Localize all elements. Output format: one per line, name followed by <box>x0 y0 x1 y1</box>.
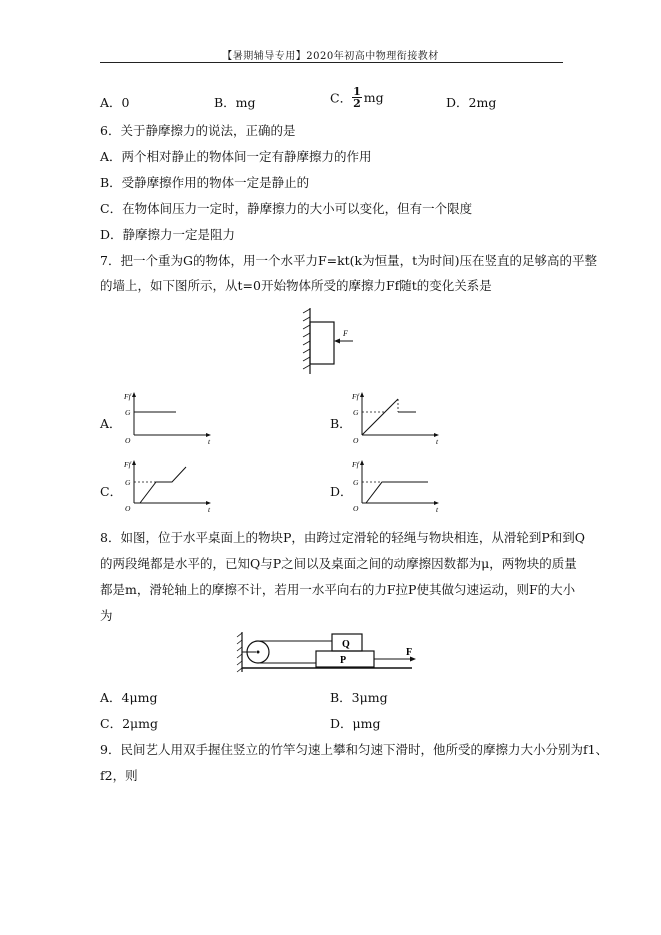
q7-stem-line1: 7．把一个重为G的物体，用一个水平力F=kt(k为恒量，t为时间)压在竖直的足够高的平整 <box>100 253 598 268</box>
q9-stem-line2: f2，则 <box>100 768 138 783</box>
graph-c <box>118 455 218 515</box>
pull-force-label: F <box>406 647 413 658</box>
q8-option-c: C．2μmg <box>100 716 158 731</box>
origin-label: O <box>353 436 359 445</box>
y-arrowhead <box>132 392 136 397</box>
q6-option-b: B．受静摩擦作用的物体一定是静止的 <box>100 175 310 190</box>
graph-a-label: A． <box>100 416 122 431</box>
q5-option-d: D．2mg <box>446 95 497 110</box>
graph-d <box>346 455 446 515</box>
fraction <box>352 86 362 109</box>
q6-option-a: A．两个相对静止的物体间一定有静摩擦力的作用 <box>100 149 372 164</box>
g-mark: G <box>125 478 131 487</box>
x-axis-label: t <box>208 437 211 446</box>
x-axis-label: t <box>436 437 439 446</box>
force-arrowhead <box>334 339 340 344</box>
q8-stem-line2: 的两段绳都是水平的，已知Q与P之间以及桌面之间的动摩擦因数都为μ，两物块的质量 <box>100 556 577 571</box>
page-header: 【暑期辅导专用】2020年初高中物理衔接教材 <box>222 51 439 62</box>
g-mark: G <box>353 408 359 417</box>
friction-curve <box>140 467 186 503</box>
q8-option-d: D．μmg <box>330 716 381 731</box>
wall-hatching <box>303 309 310 369</box>
q8-option-b: B．3μmg <box>330 690 388 705</box>
q5-option-c-prefix: C． <box>330 90 353 106</box>
block-q-label: Q <box>342 639 350 650</box>
q9-stem-line1: 9．民间艺人用双手握住竖立的竹竿匀速上攀和匀速下滑时，他所受的摩擦力大小分别为f1、 <box>100 742 609 757</box>
graph-b-label: B． <box>330 416 352 431</box>
friction-curve <box>366 482 428 503</box>
origin-label: O <box>353 504 359 513</box>
q8-stem-line4: 为 <box>100 608 113 623</box>
fraction-numerator: 1 <box>353 85 361 98</box>
y-axis-label: Ff <box>124 392 131 401</box>
header-rule <box>100 62 563 63</box>
force-label: F <box>343 329 348 338</box>
q6-option-c: C．在物体间压力一定时，静摩擦力的大小可以变化，但有一个限度 <box>100 201 473 216</box>
x-axis-label: t <box>436 505 439 514</box>
graph-c-label: C． <box>100 484 123 499</box>
g-mark: G <box>353 478 359 487</box>
g-mark: G <box>125 408 131 417</box>
q7-stem-line2: 的墙上，如下图所示，从t=0开始物体所受的摩擦力Ff随t的变化关系是 <box>100 278 492 293</box>
fraction-denominator: 2 <box>353 97 361 110</box>
x-axis-label: t <box>208 505 211 514</box>
q6-stem: 6．关于静摩擦力的说法，正确的是 <box>100 123 296 138</box>
q8-option-a: A．4μmg <box>100 690 158 705</box>
block-p-label: P <box>340 655 347 666</box>
origin-label: O <box>125 436 131 445</box>
y-axis-label: Ff <box>352 460 359 469</box>
y-arrowhead <box>132 460 136 465</box>
y-arrowhead <box>360 392 364 397</box>
friction-rise <box>362 399 398 435</box>
pulley-figure <box>234 628 434 678</box>
graph-b <box>346 387 446 447</box>
q5-option-c <box>330 86 384 109</box>
wall-hatching <box>237 633 242 672</box>
y-axis-label: Ff <box>124 460 131 469</box>
wall-block-figure <box>296 305 366 377</box>
q6-option-d: D．静摩擦力一定是阻力 <box>100 227 236 242</box>
y-axis-label: Ff <box>352 392 359 401</box>
q5-option-c-suffix: mg <box>363 90 384 105</box>
q5-option-b: B．mg <box>214 95 256 110</box>
q8-stem-line1: 8．如图，位于水平桌面上的物块P，由跨过定滑轮的轻绳与物块相连，从滑轮到P和到Q <box>100 530 586 545</box>
graph-a <box>118 387 218 447</box>
origin-label: O <box>125 504 131 513</box>
q8-stem-line3: 都是m，滑轮轴上的摩擦不计，若用一水平向右的力F拉P使其做匀速运动，则F的大小 <box>100 582 576 597</box>
y-arrowhead <box>360 460 364 465</box>
block <box>310 322 334 364</box>
q5-option-a: A．0 <box>100 95 130 110</box>
pulley-axle <box>257 651 260 654</box>
graph-d-label: D． <box>330 484 353 499</box>
